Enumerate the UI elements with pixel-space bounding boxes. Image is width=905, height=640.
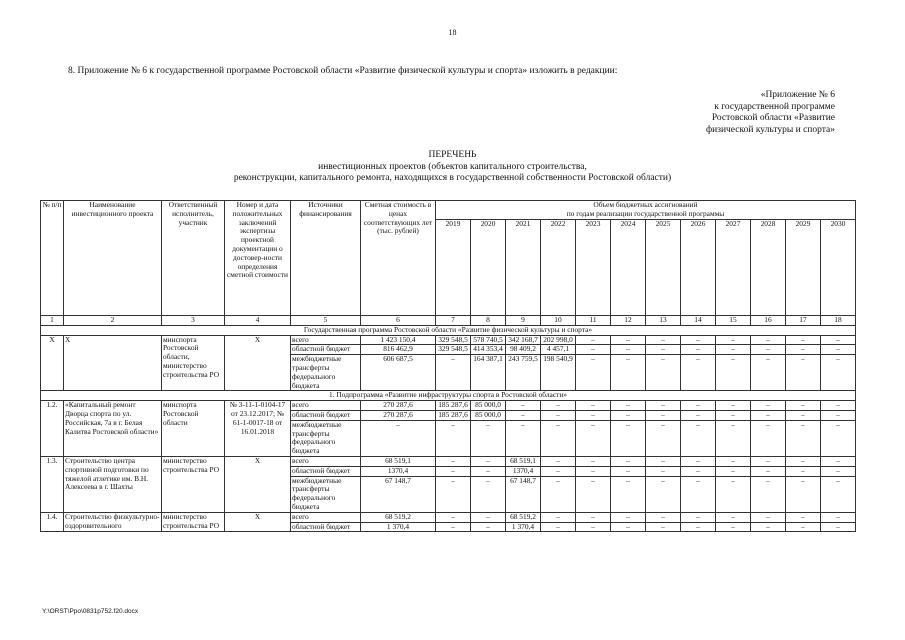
column-number: 1 [41, 316, 64, 326]
year-value: – [541, 476, 576, 512]
year-value: 342 168,7 [506, 335, 541, 345]
table-row [41, 512, 856, 522]
column-number: 7 [436, 316, 471, 326]
year-value: – [751, 355, 786, 391]
document-heading [0, 150, 905, 185]
year-value: 85 000,0 [471, 401, 506, 411]
year-value: – [821, 512, 856, 522]
project-number: 1.3. [41, 456, 64, 512]
project-executor: министерство строительства РО [162, 456, 225, 512]
year-value: – [716, 345, 751, 355]
year-value: – [576, 345, 611, 355]
year-value: – [681, 335, 716, 345]
header-expertise: Номер и дата положительных заключений экспертизы проектной документации о достовер-ности определения сметной стоимости [225, 201, 291, 316]
project-expertise: Х [225, 512, 291, 532]
year-value: – [786, 410, 821, 420]
column-number: 10 [541, 316, 576, 326]
year-value: – [541, 456, 576, 466]
year-value: – [716, 522, 751, 532]
year-header: 2027 [716, 220, 751, 316]
funding-source: всего [291, 401, 361, 411]
funding-source: областной бюджет [291, 345, 361, 355]
column-number: 18 [821, 316, 856, 326]
year-header: 2022 [541, 220, 576, 316]
year-value: – [751, 401, 786, 411]
year-value: – [611, 476, 646, 512]
year-value: – [646, 466, 681, 476]
year-value: – [786, 345, 821, 355]
year-value: 1 370,4 [506, 522, 541, 532]
year-value: – [681, 410, 716, 420]
column-number: 8 [471, 316, 506, 326]
year-value: 98 409,2 [506, 345, 541, 355]
year-value: 414 353,4 [471, 345, 506, 355]
estimated-cost: 68 519,2 [361, 512, 436, 522]
funding-source: межбюджетные трансферты федерального бюджета [291, 355, 361, 391]
appendix-line: Ростовской области «Развитие [711, 113, 835, 123]
year-value: – [716, 456, 751, 466]
header-executor: Ответственный исполнитель, участник [162, 201, 225, 316]
column-number: 16 [751, 316, 786, 326]
year-value: – [611, 401, 646, 411]
year-value: – [506, 410, 541, 420]
year-value: – [751, 466, 786, 476]
appendix-line: физической культуры и спорта» [705, 124, 835, 135]
year-value: – [611, 420, 646, 456]
year-value: – [681, 512, 716, 522]
year-value: 185 287,6 [436, 410, 471, 420]
year-value: – [681, 401, 716, 411]
project-name: Х [64, 335, 162, 391]
year-header: 2024 [611, 220, 646, 316]
year-value: – [576, 355, 611, 391]
section-program: Государственная программа Ростовской области «Развитие физической культуры и спорта» [41, 325, 856, 335]
year-value: – [821, 410, 856, 420]
year-value: 85 000,0 [471, 410, 506, 420]
year-value: – [471, 522, 506, 532]
header-sources: Источники финансирования [291, 201, 361, 316]
year-value: – [471, 420, 506, 456]
year-header: 2030 [821, 220, 856, 316]
year-value: – [786, 476, 821, 512]
appendix-line: к государственной программе [714, 101, 835, 112]
heading-title: ПЕРЕЧЕНЬ [428, 150, 477, 160]
column-number: 6 [361, 316, 436, 326]
project-name: Строительство физкультурно-оздоровительного [64, 512, 162, 532]
estimated-cost: 1 423 150,4 [361, 335, 436, 345]
year-value: – [681, 345, 716, 355]
year-value: 578 740,5 [471, 335, 506, 345]
year-value: – [576, 456, 611, 466]
year-value: – [786, 512, 821, 522]
year-value: – [576, 401, 611, 411]
column-numbers-row [41, 316, 856, 326]
page-number: 18 [448, 28, 457, 37]
year-value: – [611, 355, 646, 391]
year-value: – [681, 476, 716, 512]
funding-source: всего [291, 456, 361, 466]
year-value: – [436, 466, 471, 476]
estimated-cost: 68 519,1 [361, 456, 436, 466]
estimated-cost: 67 148,7 [361, 476, 436, 512]
year-value: – [506, 401, 541, 411]
column-number: 2 [64, 316, 162, 326]
year-value: – [611, 522, 646, 532]
estimated-cost: 816 462,9 [361, 345, 436, 355]
year-value: – [576, 476, 611, 512]
year-value: – [436, 456, 471, 466]
year-value: – [751, 345, 786, 355]
column-number: 14 [681, 316, 716, 326]
year-value: – [611, 345, 646, 355]
funding-source: межбюджетные трансферты федерального бюджета [291, 420, 361, 456]
estimated-cost: 606 687,5 [361, 355, 436, 391]
year-value: – [821, 420, 856, 456]
year-value: – [506, 420, 541, 456]
year-value: – [611, 466, 646, 476]
estimated-cost: 270 287,6 [361, 410, 436, 420]
year-value: – [716, 512, 751, 522]
section-subprogram-1: 1. Подпрограмма «Развитие инфраструктуры спорта в Ростовской области» [41, 391, 856, 401]
year-value: – [541, 410, 576, 420]
appendix-caption [665, 90, 835, 136]
year-value: – [821, 345, 856, 355]
year-value: 329 548,5 [436, 335, 471, 345]
header-cost: Сметная стоимость в ценах соответствующих лет (тыс. рублей) [361, 201, 436, 316]
year-value: – [786, 466, 821, 476]
year-value: – [576, 420, 611, 456]
year-value: – [471, 466, 506, 476]
year-value: 202 998,0 [541, 335, 576, 345]
year-value: 4 457,1 [541, 345, 576, 355]
file-path-footer: Y:\ORST\Ppo\0831p752.f20.docx [42, 608, 139, 615]
year-value: – [611, 410, 646, 420]
year-value: – [821, 456, 856, 466]
year-value: – [681, 456, 716, 466]
year-value: – [646, 345, 681, 355]
year-value: – [821, 522, 856, 532]
table-row [41, 456, 856, 466]
funding-source: областной бюджет [291, 410, 361, 420]
year-value: 68 519,1 [506, 456, 541, 466]
funding-source: областной бюджет [291, 522, 361, 532]
project-number: 1.4. [41, 512, 64, 532]
year-value: 1370,4 [506, 466, 541, 476]
header-row [41, 201, 856, 220]
year-header: 2021 [506, 220, 541, 316]
section-row [41, 391, 856, 401]
year-value: – [646, 420, 681, 456]
year-value: – [436, 355, 471, 391]
year-value: – [646, 335, 681, 345]
year-value: – [751, 420, 786, 456]
year-value: – [821, 401, 856, 411]
project-executor: министерство строительства РО [162, 512, 225, 532]
year-header: 2029 [786, 220, 821, 316]
column-number: 4 [225, 316, 291, 326]
year-value: – [681, 355, 716, 391]
year-value: 243 759,5 [506, 355, 541, 391]
funding-source: межбюджетные трансферты федерального бюджета [291, 476, 361, 512]
estimated-cost: 1 370,4 [361, 522, 436, 532]
year-value: – [541, 522, 576, 532]
year-value: – [646, 355, 681, 391]
year-value: – [646, 512, 681, 522]
year-value: – [821, 335, 856, 345]
project-executor: минспорта Ростовской области [162, 401, 225, 457]
year-value: – [786, 522, 821, 532]
funding-source: всего [291, 335, 361, 345]
year-value: – [541, 466, 576, 476]
year-value: 68 519,2 [506, 512, 541, 522]
year-value: – [436, 476, 471, 512]
year-value: – [786, 401, 821, 411]
year-header: 2028 [751, 220, 786, 316]
project-expertise: Х [225, 456, 291, 512]
year-value: 164 387,1 [471, 355, 506, 391]
header-volume [436, 201, 856, 220]
year-value: – [751, 456, 786, 466]
year-value: – [611, 335, 646, 345]
column-number: 15 [716, 316, 751, 326]
year-value: – [576, 522, 611, 532]
header-name: Наименование инвестиционного проекта [64, 201, 162, 316]
year-value: – [716, 476, 751, 512]
year-value: – [646, 456, 681, 466]
year-value: – [646, 522, 681, 532]
project-expertise: № 3-11-1-0104-17 от 23.12.2017; № 61-1-0017-18 от 16.01.2018 [225, 401, 291, 457]
year-value: – [471, 512, 506, 522]
year-value: – [646, 401, 681, 411]
year-value: – [716, 335, 751, 345]
funding-source: областной бюджет [291, 466, 361, 476]
year-header: 2025 [646, 220, 681, 316]
year-value: – [786, 355, 821, 391]
project-number: 1.2. [41, 401, 64, 457]
table-row [41, 401, 856, 411]
header-num: № п/п [41, 201, 64, 316]
year-value: – [576, 466, 611, 476]
year-value: – [611, 456, 646, 466]
intro-text: 8. Приложение № 6 к государственной программе Ростовской области «Развитие физической культуры и спорта» изложить в редакции: [68, 66, 618, 76]
year-value: – [646, 476, 681, 512]
year-value: – [751, 335, 786, 345]
column-number: 9 [506, 316, 541, 326]
table-row [41, 335, 856, 345]
year-value: – [821, 476, 856, 512]
year-value: – [821, 355, 856, 391]
year-value: 67 148,7 [506, 476, 541, 512]
column-number: 17 [786, 316, 821, 326]
year-value: – [716, 401, 751, 411]
year-value: – [681, 522, 716, 532]
year-value: 329 548,5 [436, 345, 471, 355]
year-value: – [786, 335, 821, 345]
project-expertise: Х [225, 335, 291, 391]
header-volume-line: Объем бюджетных ассигнований [593, 200, 698, 209]
appendix-line: «Приложение № 6 [760, 90, 835, 100]
year-value: – [541, 512, 576, 522]
year-value: – [541, 401, 576, 411]
header-volume-line: по годам реализации государственной программы [566, 208, 725, 218]
year-value: – [751, 512, 786, 522]
heading-line: реконструкции, капитального ремонта, находящихся в государственной собственности Ростовской области) [233, 173, 672, 183]
project-name: Строительство центра спортивной подготовки по тяжелой атлетике им. В.Н. Алексеева в г. Шахты [64, 456, 162, 512]
project-number: Х [41, 335, 64, 391]
year-value: – [436, 512, 471, 522]
column-number: 13 [646, 316, 681, 326]
year-value: – [611, 512, 646, 522]
year-value: – [716, 355, 751, 391]
year-value: – [646, 410, 681, 420]
year-value: 185 287,6 [436, 401, 471, 411]
heading-line: инвестиционных проектов (объектов капитального строительства, [318, 161, 587, 172]
year-value: – [786, 456, 821, 466]
year-value: – [436, 522, 471, 532]
year-value: – [751, 522, 786, 532]
funding-source: всего [291, 512, 361, 522]
column-number: 12 [611, 316, 646, 326]
year-value: – [576, 335, 611, 345]
column-number: 5 [291, 316, 361, 326]
year-value: – [576, 410, 611, 420]
year-value: – [471, 476, 506, 512]
year-value: – [681, 420, 716, 456]
column-number: 3 [162, 316, 225, 326]
year-value: – [681, 466, 716, 476]
year-header: 2026 [681, 220, 716, 316]
year-value: – [716, 466, 751, 476]
investment-projects-table [40, 200, 856, 532]
year-value: 198 540,9 [541, 355, 576, 391]
project-name: «Капитальный ремонт Дворца спорта по ул. Российская, 7а в г. Белая Калитва Ростовской области» [64, 401, 162, 457]
year-value: – [436, 420, 471, 456]
estimated-cost: – [361, 420, 436, 456]
year-header: 2019 [436, 220, 471, 316]
section-row [41, 325, 856, 335]
estimated-cost: 1370,4 [361, 466, 436, 476]
year-header: 2023 [576, 220, 611, 316]
year-value: – [471, 456, 506, 466]
year-header: 2020 [471, 220, 506, 316]
year-value: – [751, 476, 786, 512]
estimated-cost: 270 287,6 [361, 401, 436, 411]
project-executor: минспорта Ростовской области, министерство строительства РО [162, 335, 225, 391]
year-value: – [576, 512, 611, 522]
year-value: – [716, 420, 751, 456]
year-value: – [821, 466, 856, 476]
year-value: – [751, 410, 786, 420]
year-value: – [541, 420, 576, 456]
year-value: – [716, 410, 751, 420]
column-number: 11 [576, 316, 611, 326]
year-value: – [786, 420, 821, 456]
